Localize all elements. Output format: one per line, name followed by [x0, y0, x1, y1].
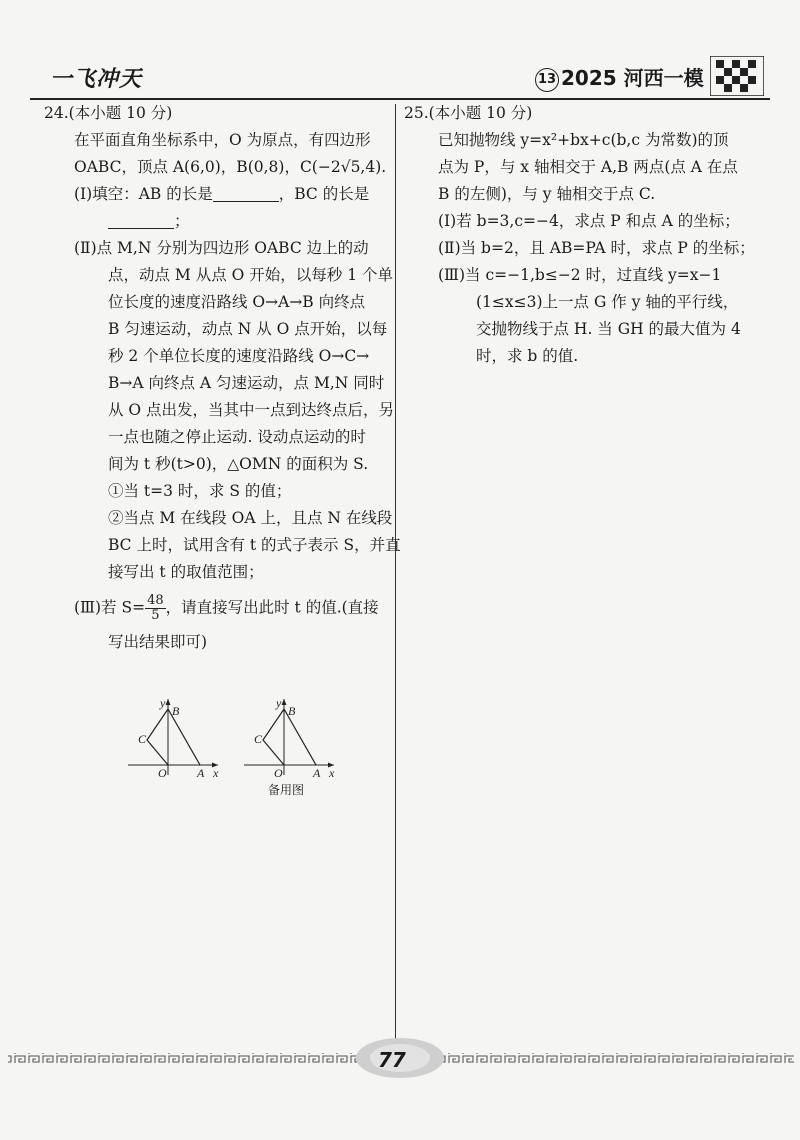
- q24-figures: [120, 693, 360, 783]
- page-footer: [0, 1035, 800, 1085]
- q24-part2-line: 位长度的速度沿路线 O→A→B 向终点: [108, 293, 366, 311]
- page-header: [20, 60, 780, 100]
- q24-part2-line: 间为 t 秒(t>0)，△OMN 的面积为 S.: [108, 455, 369, 473]
- fig-label-b: B: [172, 704, 180, 718]
- q24-stem-line: 在平面直角坐标系中，O 为原点，有四边形: [74, 131, 371, 149]
- fig-label-c: C: [138, 732, 147, 746]
- q24-part3-line2: 写出结果即可): [108, 633, 208, 651]
- column-divider: [395, 104, 396, 1039]
- q24-part1: [44, 181, 392, 208]
- q24-part3-rest: ，请直接写出此时 t 的值.(直接: [165, 598, 379, 617]
- fig-label-y: y: [276, 696, 282, 710]
- q24-part1-label: (Ⅰ)填空：AB 的长是: [74, 185, 213, 203]
- q24-part1-end: ；: [174, 212, 190, 230]
- q24-sub2-line: 接写出 t 的取值范围；: [108, 563, 264, 581]
- fig-label-x: x: [329, 766, 335, 780]
- question-24: [44, 100, 401, 656]
- q24-part1-second: [44, 208, 392, 235]
- fig-label-x: x: [213, 766, 219, 780]
- q24-part1-mid: ，BC 的长是: [278, 185, 370, 203]
- figure-main: [128, 696, 219, 780]
- q25-part1: (Ⅰ)若 b=3,c=−4，求点 P 和点 A 的坐标；: [438, 212, 740, 230]
- fraction-numerator: 48: [147, 593, 164, 608]
- fig-label-y: y: [160, 696, 166, 710]
- q24-part2-line: 从 O 点出发，当其中一点到达终点后，另: [108, 401, 395, 419]
- checker-pattern-icon: [710, 56, 764, 96]
- fig-label-o: O: [274, 766, 283, 780]
- circled-number: 13: [535, 68, 559, 92]
- q24-sub2-line: BC 上时，试用含有 t 的式子表示 S，并直: [108, 536, 401, 554]
- q24-part2-line: 点，动点 M 从点 O 开始，以每秒 1 个单: [108, 266, 394, 284]
- q24-part2-line: B→A 向终点 A 匀速运动，点 M,N 同时: [108, 374, 385, 392]
- answer-blank: [213, 185, 279, 202]
- q25-part2: (Ⅱ)当 b=2，且 AB=PA 时，求点 P 的坐标；: [438, 239, 755, 257]
- fig-label-b: B: [288, 704, 296, 718]
- q25-part3-line: (1≤x≤3)上一点 G 作 y 轴的平行线，: [476, 293, 739, 311]
- fig-label-a: A: [313, 766, 321, 780]
- page-number: 77: [378, 1048, 406, 1072]
- q25-stem-line: B 的左侧)，与 y 轴相交于点 C.: [438, 185, 656, 203]
- exam-title-text: 2025 河西一模: [561, 66, 704, 90]
- q24-part2-line: 秒 2 个单位长度的速度沿路线 O→C→: [108, 347, 370, 365]
- figure-caption: 备用图: [268, 783, 305, 797]
- q24-sub2-line: ②当点 M 在线段 OA 上，且点 N 在线段: [108, 509, 393, 527]
- q25-part3-line: 时，求 b 的值.: [476, 347, 579, 365]
- fraction-denominator: 5: [151, 608, 160, 623]
- q24-part2-line: (Ⅱ)点 M,N 分别为四边形 OABC 边上的动: [74, 239, 369, 257]
- brand-logo: 一飞冲天: [50, 67, 143, 92]
- fig-label-c: C: [254, 732, 263, 746]
- q24-part2-line: B 匀速运动，动点 N 从 O 点开始，以每: [108, 320, 388, 338]
- question-25: [404, 100, 776, 370]
- q25-part3-line: 交抛物线于点 H. 当 GH 的最大值为 4: [476, 320, 741, 338]
- q25-part3-line: (Ⅲ)当 c=−1,b≤−2 时，过直线 y=x−1: [438, 266, 722, 284]
- q25-stem-line: 已知抛物线 y=x²+bx+c(b,c 为常数)的顶: [438, 131, 729, 149]
- q24-part2-line: 一点也随之停止运动. 设动点运动的时: [108, 428, 366, 446]
- fig-label-a: A: [197, 766, 205, 780]
- fig-label-o: O: [158, 766, 167, 780]
- q24-stem-line: OABC，顶点 A(6,0)，B(0,8)，C(−2√5,4).: [74, 158, 387, 176]
- q24-title: 24.(本小题 10 分): [44, 104, 173, 122]
- exam-title: [535, 62, 704, 92]
- q24-part3: [44, 594, 392, 623]
- fraction: [145, 594, 166, 623]
- q25-title: 25.(本小题 10 分): [404, 104, 533, 122]
- q24-part3-label: (Ⅲ)若 S=: [74, 598, 146, 617]
- q24-sub1: ①当 t=3 时，求 S 的值；: [108, 482, 292, 500]
- figure-backup: [244, 696, 335, 780]
- q25-stem-line: 点为 P，与 x 轴相交于 A,B 两点(点 A 在点: [438, 158, 738, 176]
- answer-blank: [108, 212, 174, 229]
